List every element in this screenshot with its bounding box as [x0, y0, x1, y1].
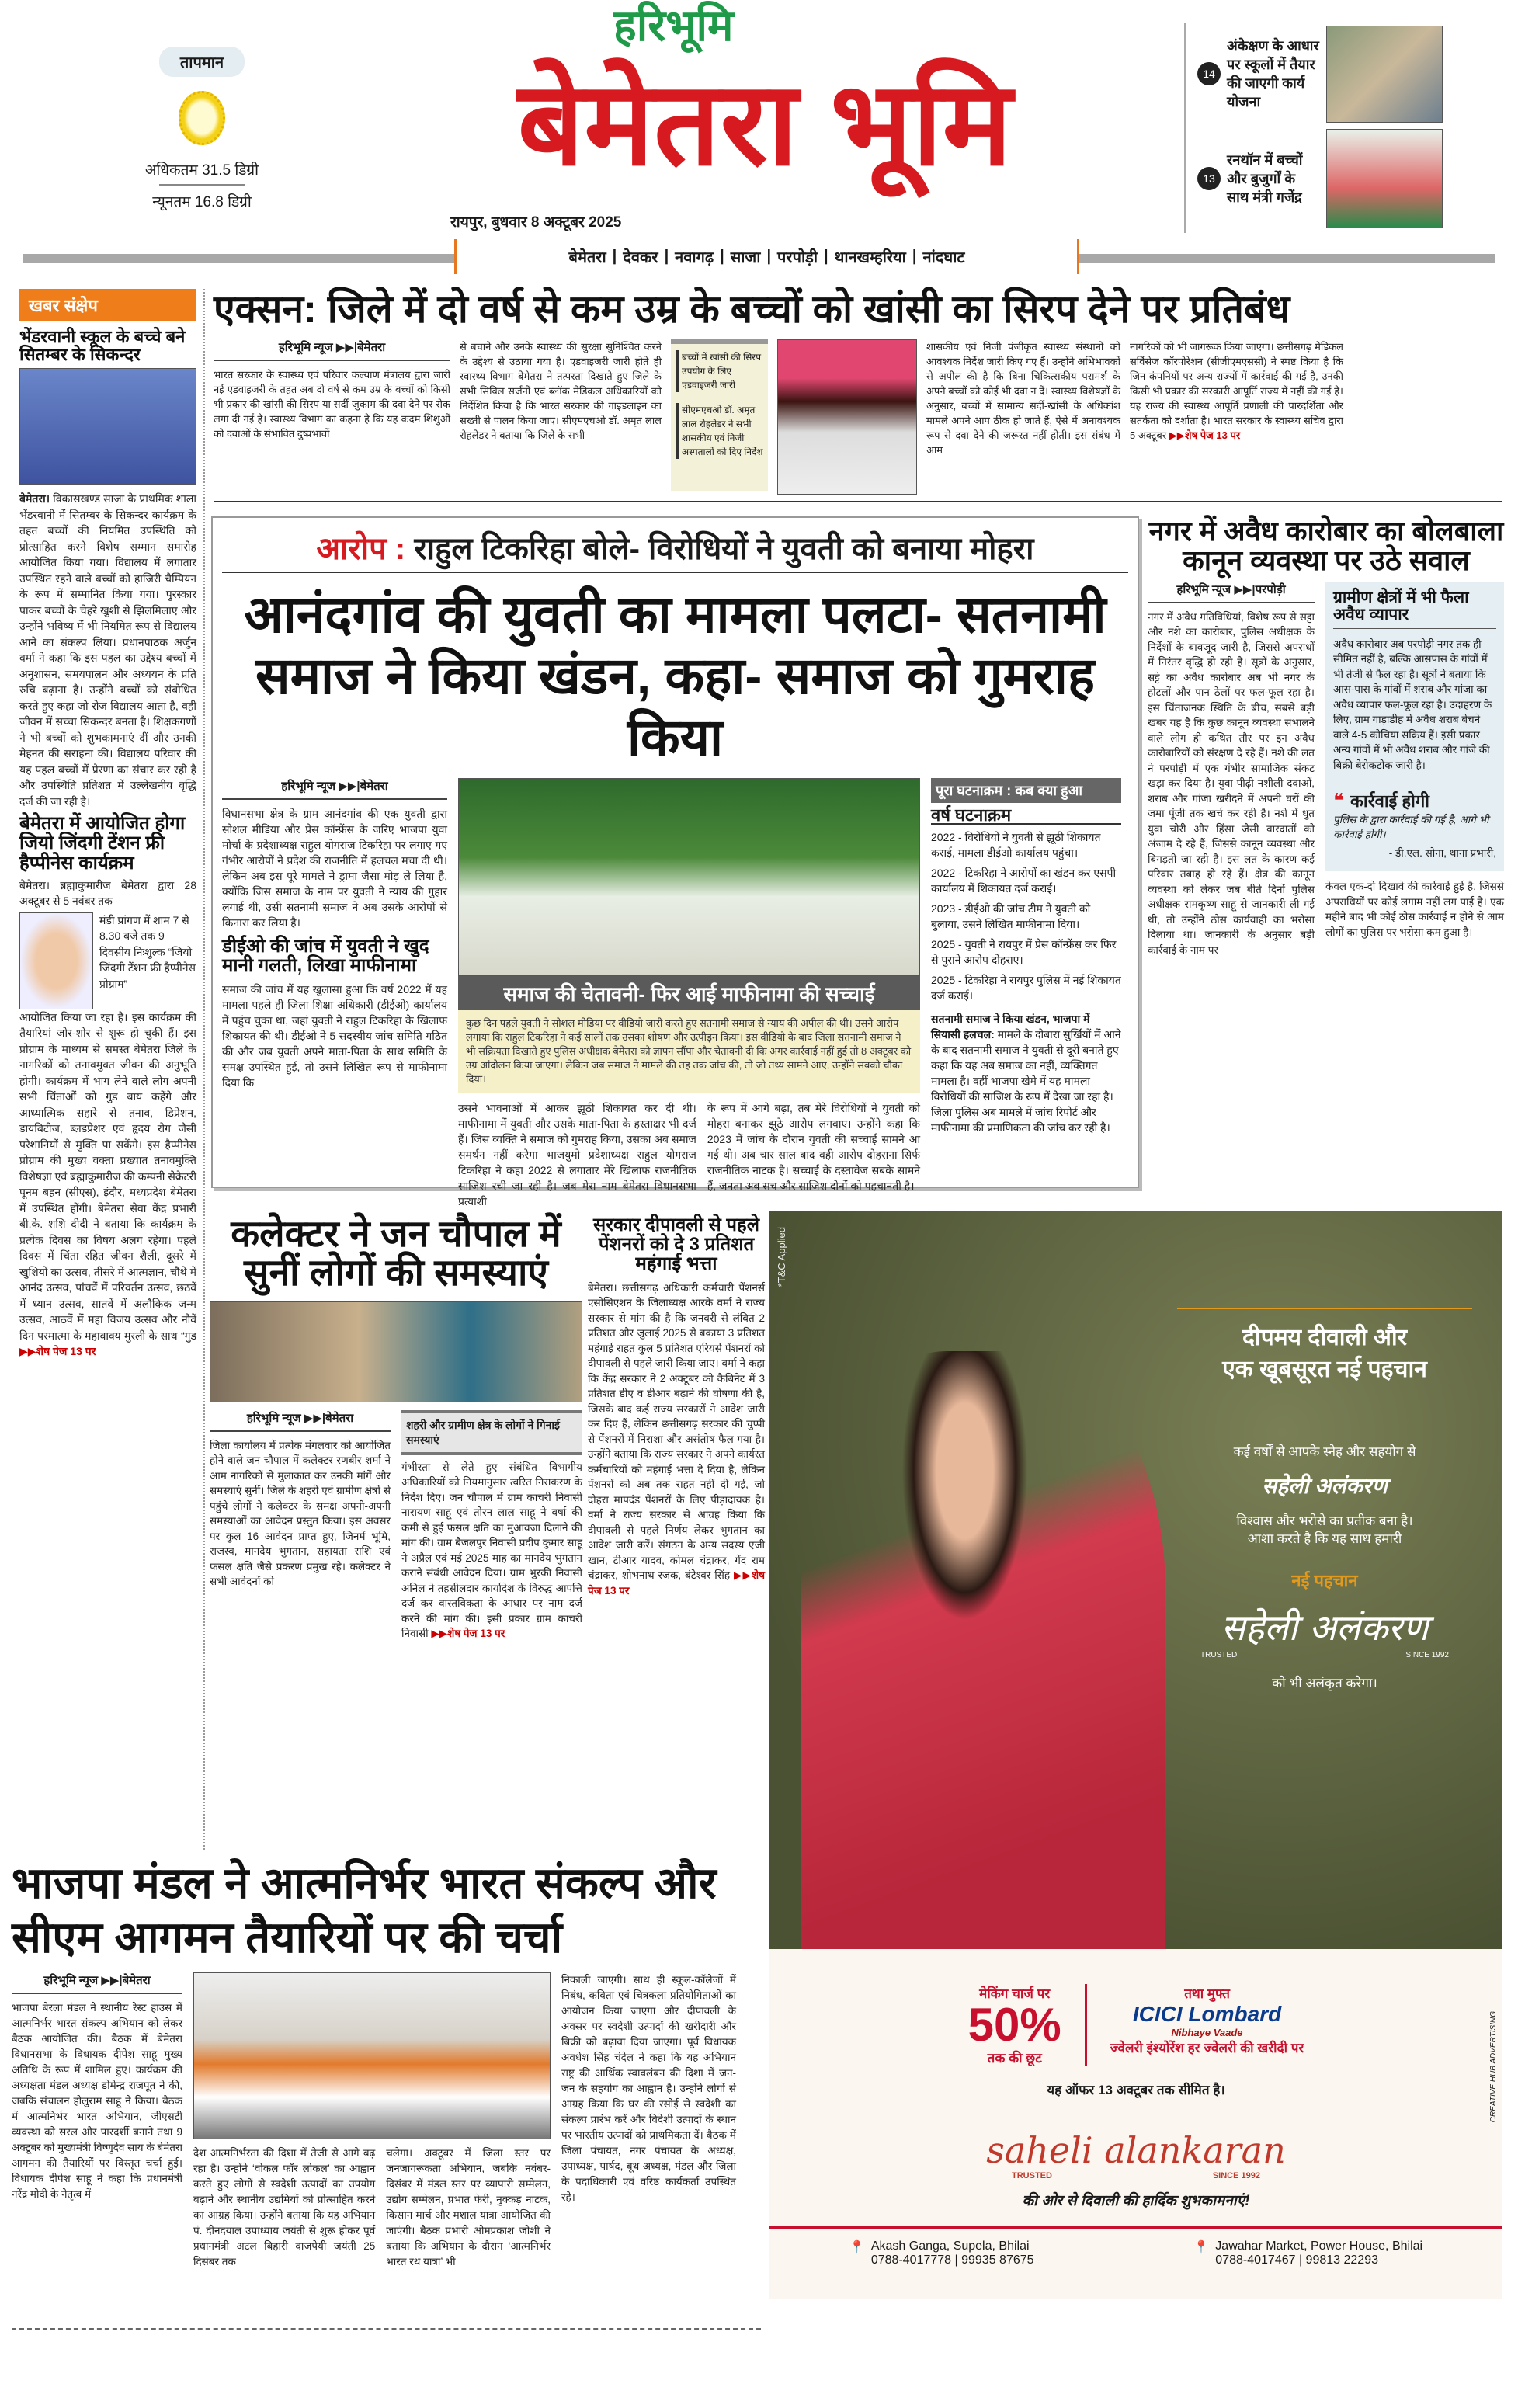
brief-headline: बेमेतरा में आयोजित होगा जियो जिंदगी टेंशन फ्री हैप्पीनेस कार्यक्रम — [19, 813, 186, 874]
store-address: 📍 Jawahar Market, Power House, Bhilai 0788-4017467 | 99813 22293 — [1193, 2239, 1423, 2267]
nav-item[interactable]: नांदघाट — [922, 249, 965, 266]
brief-text: मंडी प्रांगण में शाम 7 से 8.30 बजे तक 9 दिवसीय निःशुल्क “जियो जिंदगी टेंशन फ्री हैप्पीनेस प्रोग्राम” — [99, 913, 196, 990]
continued-link[interactable]: ▶▶शेष पेज 13 पर — [19, 1345, 96, 1358]
model-photo — [801, 1351, 1165, 1949]
timeline-label: पूरा घटनाक्रम : कब क्या हुआ — [931, 778, 1121, 803]
nav-separator: | — [612, 248, 617, 265]
quote-attribution: - डी.एल. सोना, थाना प्रभारी, — [1388, 846, 1496, 859]
continued-link[interactable]: ▶▶शेष पेज 13 पर — [588, 1569, 765, 1597]
icici-tagline: Nibhaye Vaade — [1171, 2027, 1243, 2038]
ad-photo-panel — [769, 1211, 1502, 1949]
nav-item[interactable]: परपोड़ी — [777, 249, 818, 266]
ad-text: आशा करते है कि यह साथ हमारी — [1247, 1531, 1402, 1546]
photo-caption: समाज की चेतावनी- फिर आई माफीनामा की सच्चाई — [458, 976, 920, 1010]
temp-min: न्यूनतम 16.8 डिग्री — [152, 194, 252, 210]
agency-credit: CREATIVE HUB ADVERTISING — [1489, 2011, 1498, 2123]
continued-link[interactable]: ▶▶शेष पेज 13 पर — [431, 1628, 505, 1640]
timeline-item: 2025 - युवती ने रायपुर में प्रेस कॉन्फ्रेंस कर फिर से पुराने आरोप दोहराए। — [931, 937, 1117, 966]
timeline-item: 2022 - विरोधियों ने युवती से झूठी शिकायत कराई, मामला डीईओ कार्यालय पहुंचा। — [931, 830, 1101, 859]
main-story — [211, 516, 1139, 1207]
ad-headline: एक खूबसूरत नई पहचान — [1222, 1357, 1427, 1382]
ad-text: कई वर्षों से आपके स्नेह और सहयोग से — [1233, 1444, 1416, 1459]
article-text: देश आत्मनिर्भरता की दिशा में तेजी से आगे बढ़ रहा है। उन्होंने ‘वोकल फॉर लोकल’ का आह्वान करते हुए लोगों से स्वदेशी उत्पादों का उपयोग बढ़ाने और स्थानीय उद्यमियों को प्रोत्साहित करने का आग्रह किया। उन्होंने बताया कि यह अभियान पं. दीनदयाल उपाध्याय जयंती से शुरू होकर पूर्व प्रधानमंत्री अटल बिहारी वाजपेयी जयंती 25 दिसंबर तक — [193, 2147, 376, 2267]
bjp-story — [12, 1856, 761, 2330]
context-box: कुछ दिन पहले युवती ने सोशल मीडिया पर वीडियो जारी करते हुए सतनामी समाज से न्याय की अपील की थी। उसने आरोप लगाया कि राहुल टिकरिहा ने कई सालों तक उसका शोषण और उत्पीड़न किया। इस वीडियो के बाद जिला सतनामी समाज ने भी सक्रियता दिखाते हुए पुलिस अधीक्षक बेमेतरा को ज्ञापन सौंपा और चेतावनी दी कि अगर कार्रवाई नहीं हुई तो 8 अक्टूबर को उग्र आंदोलन किया जाएगा। लेकिन जब समाज ने मामले की तह तक जांच की, तो जो तथ्य सामने आए, उन्होंने सबको चौका दिया। — [458, 1010, 920, 1093]
promo-photo — [1326, 26, 1443, 123]
byline: हरिभूमि न्यूज ▶▶|परपोड़ी — [1148, 582, 1315, 603]
temp-max: अधिकतम 31.5 डिग्री — [144, 162, 259, 179]
article-text: से बचाने और उनके स्वास्थ्य की सुरक्षा सुनिश्चित करने के उद्देश्य से उठाया गया है। एडवाइजरी जारी होते ही स्वास्थ्य विभाग बेमेतरा ने तत्परता दिखाते हुए जिले के सभी सिविल सर्जनों एवं ब्लॉक मेडिकल अधिकारियों को निर्देशित किया है कि भारत सरकार की गाइडलाइन का सख्ती से पालन किया जाए। सीएमएचओ डॉ. अमृत लाल रोहलेडर ने बताया कि जिले के सभी — [460, 340, 662, 441]
quote-headline: कार्रवाई होगी — [1350, 791, 1429, 811]
offer-label: ज्वेलरी इंश्योरेंश हर ज्वेलरी की खरीदी पर — [1110, 2041, 1304, 2055]
continued-link[interactable]: ▶▶शेष पेज 13 पर — [1169, 429, 1241, 441]
sun-icon — [179, 91, 225, 145]
timeline-item: 2023 - डीईओ की जांच टीम ने युवती को बुलाया, उसने लिखित माफीनामा दिया। — [931, 902, 1091, 930]
timeline-subhead: सतनामी समाज ने किया खंडन, भाजपा में सियासी हलचल: — [931, 1012, 1090, 1041]
speech-bubble-icon: ❝ — [1333, 789, 1344, 813]
sidebar-box — [1325, 582, 1504, 872]
article-text: निकाली जाएगी। साथ ही स्कूल-कॉलेजों में निबंध, कविता एवं चित्रकला प्रतियोगिताओं का आयोजन किया जाएगा और दीपावली के अवसर पर स्वदेशी उत्पादों की खरीदारी और बिक्री को बढ़ावा दिया जाएगा। पूर्व विधायक अवधेश सिंह चंदेल ने कहा कि यह अभियान राष्ट्र की आर्थिक स्वावलंबन की दिशा में जन-जन के सहयोग का आह्वान है। उन्होंने लोगों से आग्रह किया कि घर की रसोई से स्वदेशी का संकल्प प्रारंभ करें और विदेशी उत्पादों के स्थान पर भारतीय उत्पादों को प्राथमिकता दें। बैठक में जिला पंचायत, नगर पंचायत के अध्यक्ष, उपाध्यक्ष, पार्षद, बूथ अध्यक्ष, मंडल और जिला के पदाधिकारी एवं वरिष्ठ कार्यकर्ता उपस्थित रहे। — [561, 1974, 736, 2203]
dateline: रायपुर, बुधवार 8 अक्टूबर 2025 — [450, 214, 622, 231]
old-logo: सहेली अलंकरण — [1262, 1474, 1388, 1498]
since-label: SINCE 1992 — [1405, 1651, 1449, 1659]
offer-label: तक की छूट — [987, 2051, 1042, 2066]
right-story — [1148, 516, 1505, 1192]
article-text: मामले के दोबारा सुर्खियों में आने के बाद सतनामी समाज ने युवती से दूरी बनाते हुए कहा कि यह अब समाज का नहीं, व्यक्तिगत मामला है। वहीं भाजपा खेमे में यह मामला विरोधियों की साजिश के रूप में देखा जा रहा है। जिला पुलिस अब मामले में जांच रिपोर्ट और माफीनामा की प्रमाणिकता की जांच कर रही है। — [931, 1027, 1121, 1134]
jewellery-advertisement[interactable] — [769, 1211, 1502, 2299]
page-badge: 14 — [1197, 62, 1221, 85]
store-address: 📍 Akash Ganga, Supela, Bhilai 0788-4017778 | 99935 87675 — [849, 2239, 1034, 2267]
nav-separator: | — [912, 248, 917, 265]
trusted-label: TRUSTED — [1012, 2171, 1052, 2180]
article-text: भाजपा बेरला मंडल ने स्थानीय रेस्ट हाउस में आत्मनिर्भर भारत संकल्प अभियान को लेकर बैठक आयोजित की। बैठक में बेमेतरा विधानसभा के विधायक दीपेश साहू मुख्य अतिथि के रूप में शामिल हुए। कार्यक्रम की अध्यक्षता मंडल अध्यक्ष डोमेन्द्र राजपूत ने की, जबकि संचालन होलुराम साहू ने किया। बैठक में आत्मनिर्भर भारत अभियान, जीएसटी व्यवस्था को सरल और पारदर्शी बनाने तथा 9 अक्टूबर को मुख्यमंत्री विष्णुदेव साय के बेमेतरा आगमन की तैयारियों पर विस्तृत चर्चा हुई। विधायक दीपेश साहू ने कहा कि प्रधानमंत्री नरेंद्र मोदी के नेतृत्व में — [12, 2002, 182, 2200]
da-story — [588, 1215, 765, 1856]
nav-item[interactable]: देवकर — [623, 249, 658, 266]
promo-photo — [1326, 129, 1443, 228]
highlight-box — [671, 339, 768, 491]
byline: हरिभूमि न्यूज ▶▶|बेमेतरा — [12, 1972, 182, 1994]
top-story — [214, 289, 1502, 502]
newspaper-title: बेमेतरा भूमि — [517, 58, 1013, 189]
timeline-item: 2022 - टिकरिहा ने आरोपों का खंडन कर एसपी कार्यालय में शिकायत दर्ज कराई। — [931, 866, 1117, 895]
timeline-box — [931, 778, 1121, 1212]
cough-syrup-photo — [777, 339, 917, 495]
ad-headline: दीपमय दीवाली और — [1242, 1325, 1407, 1350]
da-headline: सरकार दीपावली से पहले पेंशनरों को दे 3 प्रतिशत महंगाई भत्ता — [592, 1214, 760, 1275]
kicker: आरोप : राहुल टिकरिहा बोले- विरोधियों ने युवती को बनाया मोहरा — [222, 526, 1128, 573]
article-text: के रूप में आगे बढ़ा, तब मेरे विरोधियों ने युवती को मोहरा बनाकर झूठे आरोप लगवाए। उन्होंने कहा कि 2023 में जांच के दौरान युवती की सच्चाई सामने आ गई थी। अब चार साल बाद वही आरोप दोहराना सिर्फ राजनीतिक नाटक है। सच्चाई के दस्तावेज सबके सामने हैं, जनता अब सच और साजिश दोनों को पहचानती है। — [707, 1101, 920, 1192]
article-text: चलेगा। अक्टूबर में जिला स्तर पर जनजागरूकता अभियान, जबकि नवंबर-दिसंबर में मंडल स्तर पर व्यापारी सम्मेलन, उद्योग सम्मेलन, प्रभात फेरी, नुक्कड़ नाटक, किसान मार्च और मशाल यात्रा आयोजित की जाएंगी। बैठक प्रभारी ओमप्रकाश जोशी ने बताया कि अभियान के दौरान ‘आत्मनिर्भर भारत रथ यात्रा’ भी — [386, 2147, 551, 2267]
location-pin-icon: 📍 — [849, 2241, 865, 2254]
right-headline: नगर में अवैध कारोबार का बोलबाला कानून व्यवस्था पर उठे सवाल — [1148, 515, 1504, 576]
timeline-item: 2025 - टिकरिहा ने रायपुर पुलिस में नई शिकायत दर्ज कराई। — [931, 973, 1121, 1002]
article-text: उसने भावनाओं में आकर झूठी शिकायत कर दी थी। माफीनामा में युवती और उसके माता-पिता के हस्ताक्षर भी दर्ज हैं। जिस व्यक्ति ने समाज को गुमराह किया, उसका अब समाज समर्थन नहीं करेगा भाजयुमो प्रदेशाध्यक्ष राहुल योगराज टिकरिहा ने कहा 2022 से लगातार मेरे खिलाफ राजनीतिक साजिश रची जा रही है। जब मेरा नाम बेमेतरा विधानसभा प्रत्याशी — [458, 1101, 696, 1207]
nav-item[interactable]: बेमेतरा — [568, 249, 606, 266]
brief-body: विकासखण्ड साजा के प्राथमिक शाला भेंडरवानी में सितम्बर के सिकन्दर कार्यक्रम के तहत बच्चों की नियमित उपस्थिति को प्रोत्साहित करने विशेष सम्मान समारोह आयोजित किया गया। विद्यालय में लगातार उपस्थित रहने वाले बच्चों को हाजिरी चैम्पियन के रूप में सम्मानित किया गया। पुरस्कार पाकर बच्चों के चेहरे खुशी से झिलमिलाए और उन्होंने भविष्य में भी नियमित रूप से विद्यालय आने का संकल्प लिया। प्रधानपाठक अर्जुन वर्मा ने कहा कि इस पहल का उद्देश्य बच्चों में अनुशासन, समयपालन और अध्ययन के प्रति रुचि बढ़ाना है। उन्होंने बच्चों को संबोधित करते हुए कहा जो रोज विद्यालय आता है, वही जीवन में सच्चा सिकन्दर बनता है। शिक्षकगणों ने भी बच्चों को शुभकामनाएं दीं और उनकी मेहनत की सराहना की। विद्यालय परिवार की यह पहल बच्चों में प्रेरणा का संचार कर रही है और उपस्थिति प्रतिशत में उल्लेखनीय वृद्धि दर्ज की जा रही है। — [19, 492, 197, 808]
byline: हरिभूमि न्यूज ▶▶|बेमेतरा — [222, 778, 447, 800]
new-logo: सहेली अलंकरण — [1221, 1607, 1429, 1649]
main-headline: आनंदगांव की युवती का मामला पलटा- सतनामी समाज ने किया खंडन, कहा- समाज को गुमराह किया — [244, 585, 1106, 766]
highlight-item: सीएमएचओ डॉ. अमृत लाल रोहलेडर ने सभी शासकीय एवं निजी अस्पतालों को दिए निर्देश — [676, 403, 763, 459]
article-text: समाज की जांच में यह खुलासा हुआ कि वर्ष 2022 में यह मामला पहले ही जिला शिक्षा अधिकारी (डीईओ) कार्यालय में पहुंच चुका था, जहां युवती ने राहुल टिकरिहा के खिलाफ शिकायत की थी। डीईओ ने 5 सदस्यीय जांच समिति गठित की और जब युवती अपने माता-पिता के साथ समिति के समक्ष उपस्थित हुई, तो उसने लिखित रूप से माफीनामा दिया कि — [222, 982, 447, 1089]
brand-script-logo: saheli alankaran — [986, 2129, 1286, 2171]
nav-item[interactable]: साजा — [730, 249, 761, 266]
ad-text: विश्वास और भरोसे का प्रतीक बना है। — [1236, 1513, 1413, 1528]
nav-separator: | — [766, 248, 772, 265]
section-nav — [454, 239, 1079, 274]
quote-text: पुलिस के द्वारा कार्रवाई की गई है, आगे भी कार्रवाई होगी। — [1333, 813, 1489, 841]
jan-chaupal-photo — [210, 1301, 582, 1402]
sidebar-text: अवैध कारोबार अब परपोड़ी नगर तक ही सीमित नहीं है, बल्कि आसपास के गांवों में भी तेजी से फैल रहा है। सूत्रों ने बताया कि आस-पास के गांवों में शराब और गांजा का अवैध व्यापार फल-फूल रहा है। उदाहरण के लिए, ग्राम गाड़ाडीह में अवैध शराब बेचने वाले 4-5 कोचिया सक्रिय हैं। इसी प्रकार अन्य गांवों में भी अवैध शराब और गांजे की बिक्री बेरोकटोक जारी है। — [1333, 638, 1492, 771]
collector-headline: कलेक्टर ने जन चौपाल में सुनीं लोगों की समस्याएं — [231, 1214, 561, 1294]
temperature-label: तापमान — [159, 47, 245, 77]
since-label: SINCE 1992 — [1212, 2171, 1260, 2180]
article-text: गंभीरता से लेते हुए संबंधित विभागीय अधिकारियों को नियमानुसार त्वरित निराकरण के निर्देश दिए। जन चौपाल में ग्राम काचरी निवासी नारायण साहू एवं तोरन लाल साहू ने वर्षा की कमी से हुई फसल क्षति का मुआवजा दिलाने की मांग की। ग्राम बैजलपुर निवासी प्रदीप कुमार साहू ने अप्रैल एवं मई 2025 माह का मानदेय भुगतान कराने संबंधी आवेदन दिया। ग्राम भुरकी निवासी अनिल ने तहसीलदार कार्यादेश के विरुद्ध आपत्ति दर्ज कर वास्तविकता के आधार पर नाम दर्ज करने की मांग की। इसी प्रकार ग्राम काचरी निवासी — [401, 1461, 582, 1640]
byline: हरिभूमि न्यूज ▶▶|बेमेतरा — [210, 1410, 391, 1432]
article-text: नागरिकों को भी जागरूक किया जाएगा। छत्तीसगढ़ मेडिकल सर्विसेज कॉरपोरेशन (सीजीएमएससी) ने स्पष्ट किया है कि जिन कंपनियों पर अन्य राज्यों में कार्रवाई की गई है, उनकी किसी भी प्रकार की सरकारी आपूर्ति राज्य में नहीं की गई है। यह राज्य की स्वास्थ्य आपूर्ति प्रणाली की पारदर्शिता और सतर्कता को दर्शाता है। भारत सरकार के स्वास्थ्य सचिव द्वारा 5 अक्टूबर — [1130, 340, 1343, 441]
article-text: विधानसभा क्षेत्र के ग्राम आनंदगांव की एक युवती द्वारा सोशल मीडिया और प्रेस कॉन्फ्रेंस के जरिए भाजपा युवा मोर्चा के प्रदेशाध्यक्ष राहुल योगराज टिकरिहा पर लगाए गए गंभीर आरोपों ने प्रदेश की राजनीति में हलचल मचा दी थी। लेकिन अब इस पूरे मामले ने ड्रामा जैसा मोड़ ले लिया है, क्योंकि जिस समाज के नाम पर युवती ने न्याय की गुहार लगाई थी, उसी सतनामी समाज ने अब उसके आरोपों से किनारा कर लिया है। — [222, 807, 447, 929]
article-text: बेमेतरा। छत्तीसगढ़ अधिकारी कर्मचारी पेंशनर्स एसोसिएशन के जिलाध्यक्ष आरके वर्मा ने राज्य सरकार से मांग की है कि जनवरी से लंबित 2 प्रतिशत और जुलाई 2025 से बकाया 3 प्रतिशत महंगाई राहत कुल 5 प्रतिशत एरियर्स पेंशनरों को दीपावली से पहले जारी किया जाए। वर्मा ने कहा कि केंद्र सरकार ने 2 अक्टूबर को कैबिनेट में 3 प्रतिशत डीए व डीआर बढ़ाने की घोषणा की है, जिसके बाद कई राज्य सरकारों ने आदेश जारी कर दिए हैं, लेकिन छत्तीसगढ़ सरकार की चुप्पी से पेंशनरों में निराशा और असंतोष फैल गया है। उन्होंने बताया कि राज्य सरकार ने अपने कार्यरत कर्मचारियों को महंगाई भत्ता दे दिया है, लेकिन पेंशनरों को अब तक राहत नहीं दी गई, जो दोहरा मापदंड पेंशनरों के लिए पीड़ादायक है। वर्मा ने राज्य सरकार से आग्रह किया कि दीपावली से पहले निर्णय लेकर भुगतान का आदेश जारी करें। संगठन के अन्य सदस्य एजी खान, टीआर यादव, कोमल चंद्राकर, गेंद राम चंद्राकर, शोभनाथ रजक, बंटेश्वर सिंह — [588, 1281, 765, 1582]
nav-separator: | — [720, 248, 724, 265]
article-text: जिला कार्यालय में प्रत्येक मंगलवार को आयोजित होने वाले जन चौपाल में कलेक्टर रणबीर शर्मा ने आम नागरिकों से मुलाकात कर उनकी मांगें और समस्याएं सुनीं। जिले के शहरी एवं ग्रामीण क्षेत्रों से पहुंचे लोगों ने कलेक्टर के समक्ष अपनी-अपनी समस्याओं का आवेदन प्रस्तुत किया। इस अवसर पर कुल 16 आवेदन प्राप्त हुए, जिनमें भूमि, राजस्व, मानदेय भुगतान, सहायता राशि एवं फसल क्षति जैसे प्रकरण प्रमुख रहे। कलेक्टर ने सभी आवेदनों को — [210, 1439, 391, 1588]
subheadline: डीईओ की जांच में युवती ने खुद मानी गलती, लिखा माफीनामा — [222, 935, 429, 976]
icici-logo: ICICI Lombard — [1132, 2002, 1282, 2026]
location-pin-icon: 📍 — [1193, 2241, 1210, 2254]
news-brief-column — [19, 289, 196, 1363]
top-story-headline: एक्सन: जिले में दो वर्ष से कम उम्र के बच्चों को खांसी का सिरप देने पर प्रतिबंध — [214, 287, 1290, 331]
sidebar-headline: ग्रामीण क्षेत्रों में भी फैला अवैध व्यापार — [1333, 589, 1496, 629]
offer-validity: यह ऑफर 13 अक्टूबर तक सीमित है। — [1047, 2083, 1225, 2097]
article-text: नगर में अवैध गतिविधियां, विशेष रूप से सट्टा और नशे का कारोबार, पुलिस अधीक्षक के निर्देशों के बावजूद जारी है, जिससे अपराधों में निरंतर वृद्धि हो रही है। सूत्रों के अनुसार, सट्टे का अवैध कारोबार अब भी नगर के होटलों और पान ठेलों पर फल-फूल रहा है। इस चिंताजनक स्थिति के बीच, सबसे बड़ी खबर यह है कि कुछ कानून व्यवस्था संभालने वाले लोग ही कथित तौर पर इन अवैध कारोबारियों को संरक्षण दे रहे हैं। नशे की लत ने परपोड़ी में एक गंभीर सामाजिक संकट खड़ा कर दिया है। युवा पीढ़ी नशीली दवाओं, शराब और गांजा खरीदने में अपनी घरों की जमा पूंजी तक खर्च कर रही है। नशे में धुत युवा चोरी और हिंसा जैसी वारदातों को अंजाम दे रहे हैं, जिससे कानून व्यवस्था और बिगड़ती जा रही है। इस लत के कारण कई परिवार तबाह हो रहे हैं। क्षेत्र की कानून व्यवस्था को लेकर जब बीते दिनों पुलिस अधीक्षक रामकृष्ण साहू से जानकारी ली गई थी, तो उन्होंने ठोस कार्यवाही का भरोसा दिलाया था। जानकारी के अनुसार बड़ी कार्रवाई के नाम पर — [1148, 610, 1315, 956]
timeline-header: वर्ष घटनाक्रम — [931, 808, 1121, 825]
ad-highlight: नई पहचान — [1291, 1571, 1358, 1590]
offer-percent: 50% — [967, 1999, 1061, 2051]
collector-story — [210, 1215, 582, 1856]
promo-item[interactable]: 14 अंकेक्षण के आधार पर स्कूलों में तैयार की जाएगी कार्य योजना — [1186, 23, 1506, 124]
nav-item[interactable]: थानखम्हरिया — [834, 249, 906, 266]
nav-separator: | — [824, 248, 828, 265]
article-text: भारत सरकार के स्वास्थ्य एवं परिवार कल्याण मंत्रालय द्वारा जारी नई एडवाइजरी के तहत अब दो वर्ष से कम उम्र के बच्चों को किसी भी प्रकार की खांसी की सिरप या सर्दी-जुकाम की दवा देने पर रोक लगा दी गई है। स्वास्थ्य विभाग का कहना है कि यह कदम शिशुओं को दवाओं के संभावित दुष्प्रभावों — [214, 368, 450, 440]
bjp-headline: भाजपा मंडल ने आत्मनिर्भर भारत संकल्प और सीएम आगमन तैयारियों पर की चर्चा — [12, 1858, 717, 1961]
promo-panel — [1184, 23, 1506, 233]
trusted-label: TRUSTED — [1200, 1651, 1238, 1659]
timeline-list — [931, 829, 1121, 1003]
highlight-item: बच्चों में खांसी की सिरप उपयोग के लिए एडवाइजरी जारी — [676, 350, 763, 392]
promo-item[interactable]: 13 रनथॉन में बच्चों और बुजुर्गों के साथ मंत्री गजेंद्र — [1186, 124, 1506, 233]
nav-item[interactable]: नवागढ़ — [675, 249, 714, 266]
dateline: बेमेतरा। — [19, 492, 50, 506]
meeting-photo — [193, 1972, 551, 2139]
tc-note: *T&C Applied — [776, 1227, 787, 1287]
nav-separator: | — [664, 248, 669, 265]
diwali-wish: की ओर से दिवाली की हार्दिक शुभकामनाएं! — [1022, 2193, 1250, 2209]
brief-headline: भेंडरवानी स्कूल के बच्चे बने सितम्बर के सिकन्दर — [19, 327, 186, 365]
brief-lead: बेमेतरा। ब्रह्माकुमारीज बेमेतरा द्वारा 28 अक्टूबर से 5 नवंबर तक — [19, 878, 196, 908]
offer-label: तथा मुफ्त — [1184, 1986, 1230, 2001]
brand-small: हरिभूमि — [613, 1, 734, 50]
article-text: केवल एक-दो दिखावे की कार्रवाई हुई है, जिससे अपराधियों पर कोई लगाम नहीं लग पाई है। एक महीने बाद भी कोई ठोस कार्रवाई न होने से आम लोगों का पुलिस पर भरोसा कम हुआ है। — [1325, 881, 1504, 938]
ad-text: को भी अलंकृत करेगा। — [1272, 1676, 1377, 1690]
byline: हरिभूमि न्यूज ▶▶|बेमेतरा — [214, 339, 450, 361]
offer-label: मेकिंग चार्ज पर — [979, 1986, 1051, 2001]
pull-quote: शहरी और ग्रामीण क्षेत्र के लोगों ने गिनाई समस्याएं — [401, 1410, 582, 1455]
school-children-photo — [19, 368, 196, 485]
temperature-box — [120, 47, 283, 233]
press-conference-photo — [458, 778, 920, 976]
article-text: शासकीय एवं निजी पंजीकृत स्वास्थ्य संस्थानों को आवश्यक निर्देश जारी किए गए हैं। उन्होंने अभिभावकों से अपील की है कि बिना चिकित्सकीय परामर्श के अपने बच्चों को कोई भी दवा न दें। स्वास्थ्य विशेषज्ञों के अनुसार, बच्चों में सामान्य सर्दी-खांसी के अधिकांश मामले अपने आप ठीक हो जाते हैं, ऐसे में अनावश्यक रूप से दवा देने की जरूरत नहीं होती। इस संबंध में आम — [926, 340, 1120, 456]
speaker-photo — [19, 912, 93, 1009]
section-label: खबर संक्षेप — [19, 289, 196, 321]
brief-body: आयोजित किया जा रहा है। इस कार्यक्रम की तैयारियां जोर-शोर से शुरू हो चुकी हैं। इस प्रोग्राम के माध्यम से समस्त बेमेतरा जिले के नागरिकों को तनावमुक्त जीवन की अनुभूति होगी। कार्यक्रम में भाग लेने वाले लोग अपनी सभी चिंताओं को गुड बाय कहेंगे और आध्यात्मिक सहारे से तनाव, डिप्रेशन, डायबिटीज, ब्लडप्रेशर एवं हृदय रोग जैसी परेशानियों से मुक्ति पा सकेंगे। इस हैप्पीनेस प्रोग्राम की मुख्य वक्ता प्रख्यात तनावमुक्ति विशेषज्ञा एवं ब्रह्माकुमारीज की कम्पनी सेक्रेटरी पूनम बहन (सीएस), इंदौर, मध्यप्रदेश बेमेतरा में उपस्थित होंगी। बेमेतरा सेवा केंद्र प्रभारी बी.के. शशि दीदी ने बताया कि कार्यक्रम के प्रत्येक दिवस का विषय अलग रहेगा। पहले दिवस में चिंता रहित जीवन शैली, दूसरे में खुशियों का उत्सव, तीसरे में आत्मज्ञान, चौथे में आनंद उत्सव, पांचवें में परिवर्तन उत्सव, छठवें में ध्यान उत्सव, सातवें में अलौकिक जन्म उत्सव, आठवें में महा विजय उत्सव और नौवें दिन परमात्मा के महावाक्य मुरली के साथ “गुड — [19, 1010, 196, 1342]
page-badge: 13 — [1197, 167, 1221, 190]
